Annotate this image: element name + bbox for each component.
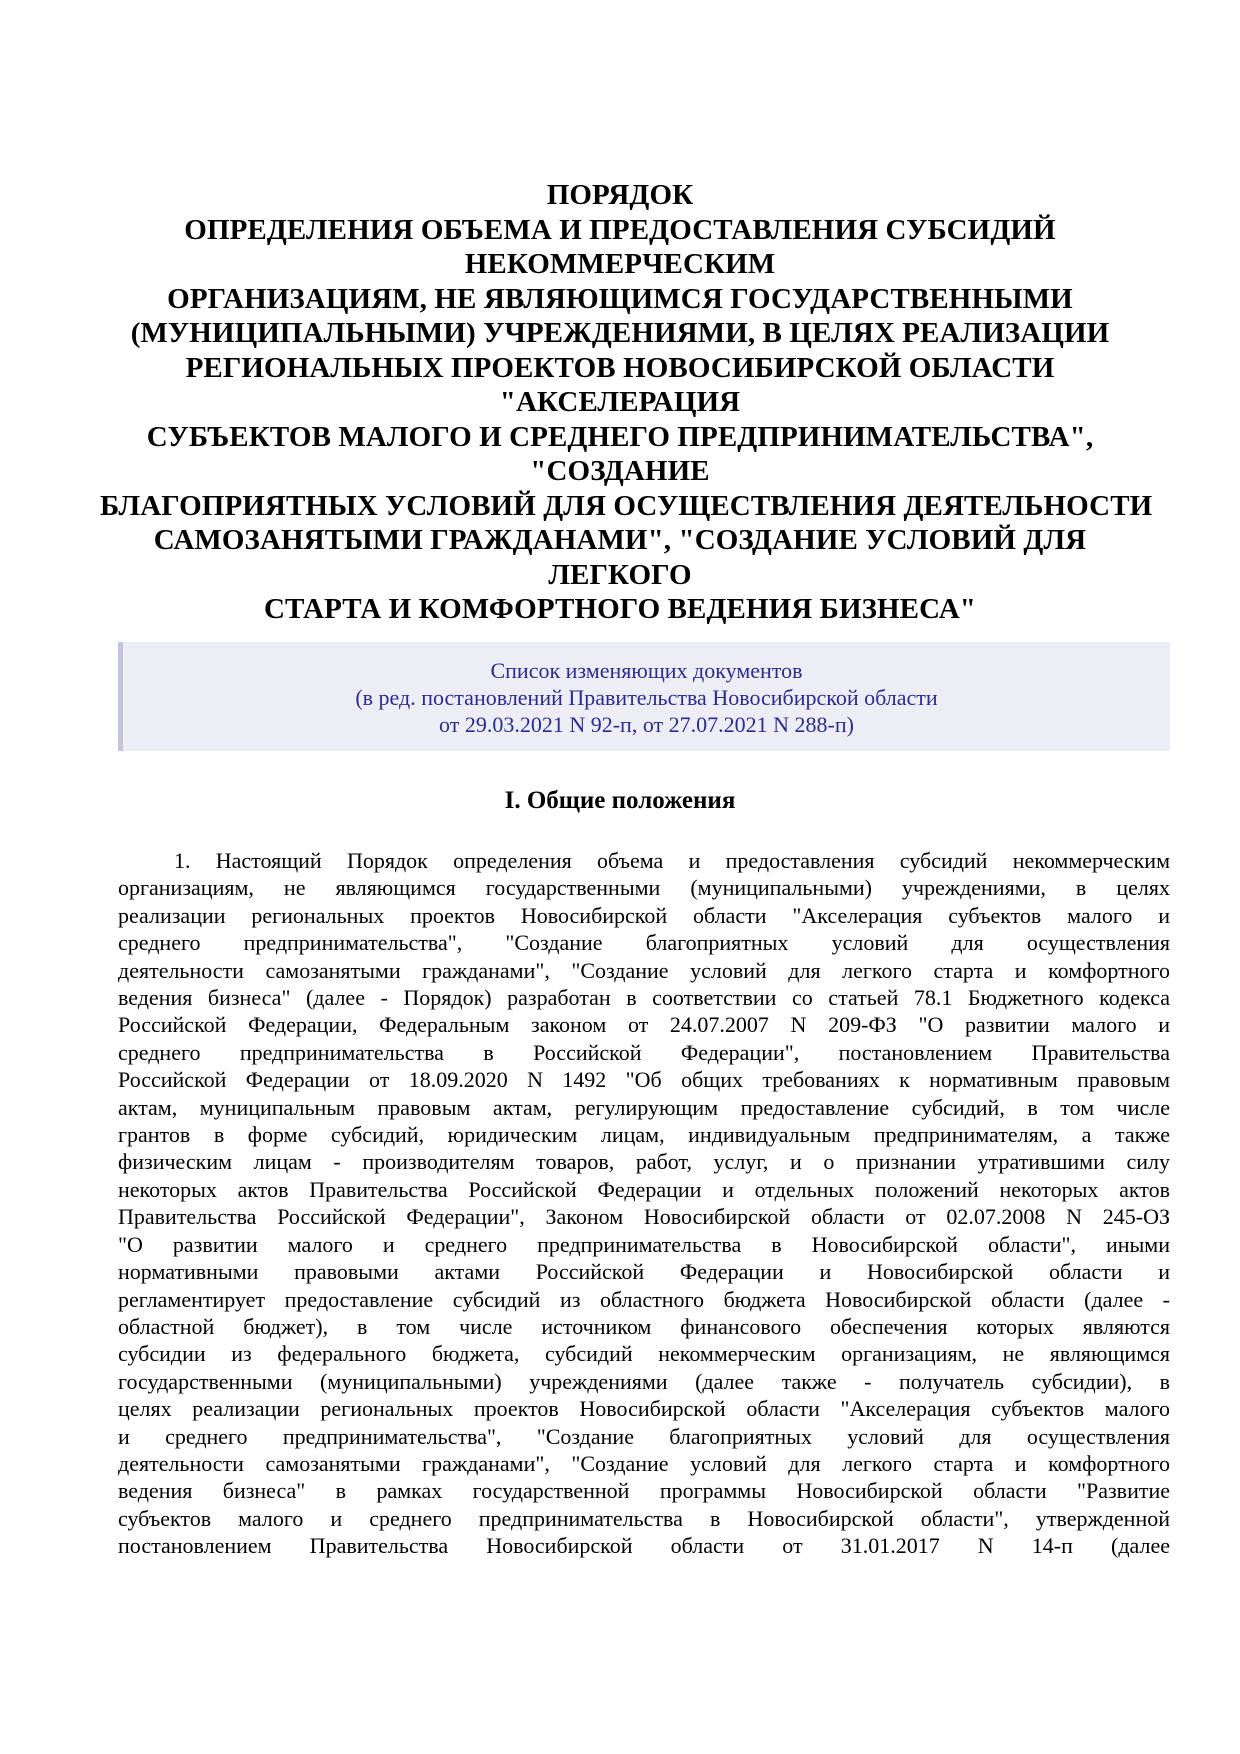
paragraph-line: постановлением Правительства Новосибирской области от 31.01.2017 N 14-п (далее <box>118 1533 1170 1559</box>
paragraph-line: и среднего предпринимательства", "Создание благоприятных условий для осуществления <box>118 1423 1170 1449</box>
document-title <box>100 178 1153 627</box>
paragraph-line: Российской Федерации от 18.09.2020 N 1492 "Об общих требованиях к нормативным правовым <box>118 1067 1170 1093</box>
paragraph-line: среднего предпринимательства в Российской Федерации", постановлением Правительства <box>118 1039 1170 1065</box>
paragraph-line: реализации региональных проектов Новосибирской области "Акселерация субъектов малого и <box>118 902 1170 928</box>
paragraph-line: актам, муниципальным правовым актам, регулирующим предоставление субсидий, в том числе <box>118 1094 1170 1120</box>
amendments-line: (в ред. постановлений Правительства Новосибирской области <box>355 685 938 710</box>
title-line: СУБЪЕКТОВ МАЛОГО И СРЕДНЕГО ПРЕДПРИНИМАТЕЛЬСТВА", <box>146 420 1094 453</box>
amendments-text <box>123 657 1170 738</box>
title-line: СТАРТА И КОМФОРТНОГО ВЕДЕНИЯ БИЗНЕСА" <box>264 593 976 625</box>
title-line: ПОРЯДОК <box>546 179 694 211</box>
title-line: ОПРЕДЕЛЕНИЯ ОБЪЕМА И ПРЕДОСТАВЛЕНИЯ СУБСИДИЙ <box>184 213 1056 246</box>
paragraph-line: среднего предпринимательства", "Создание благоприятных условий для осуществления <box>118 930 1170 956</box>
paragraph-line: деятельности самозанятыми гражданами", "Создание условий для легкого старта и комфортного <box>118 1450 1170 1476</box>
paragraph-line: Российской Федерации, Федеральным законом от 24.07.2007 N 209-ФЗ "О развитии малого и <box>118 1012 1170 1038</box>
title-line: "СОЗДАНИЕ <box>530 455 710 487</box>
paragraph-line: 1. Настоящий Порядок определения объема и предоставления субсидий некоммерческим <box>174 848 1170 873</box>
paragraph-line: регламентирует предоставление субсидий из областного бюджета Новосибирской области (далее - <box>118 1286 1170 1312</box>
paragraph-line: областной бюджет), в том числе источником финансового обеспечения которых являются <box>118 1313 1170 1339</box>
section-heading: I. Общие положения <box>504 787 736 814</box>
paragraph-line: целях реализации региональных проектов Новосибирской области "Акселерация субъектов малого <box>118 1396 1170 1422</box>
paragraph-line: деятельности самозанятыми гражданами", "Создание условий для легкого старта и комфортного <box>118 957 1170 983</box>
paragraph-line: нормативными правовыми актами Российской Федерации и Новосибирской области и <box>118 1259 1170 1285</box>
paragraph-line: государственными (муниципальными) учреждениями (далее также - получатель субсидии), в <box>118 1368 1170 1394</box>
title-line: ЛЕГКОГО <box>548 558 692 591</box>
title-line: ОРГАНИЗАЦИЯМ, НЕ ЯВЛЯЮЩИМСЯ ГОСУДАРСТВЕННЫМИ <box>167 282 1073 315</box>
title-line: САМОЗАНЯТЫМИ ГРАЖДАНАМИ", "СОЗДАНИЕ УСЛОВИЙ ДЛЯ <box>153 524 1087 556</box>
paragraph-line: некоторых актов Правительства Российской Федерации и отдельных положений некоторых актов <box>118 1176 1170 1202</box>
amendments-heading: Список изменяющих документов <box>490 658 803 683</box>
amendments-box <box>118 642 1170 751</box>
paragraph-line: субъектов малого и среднего предпринимательства в Новосибирской области", утвержденной <box>118 1505 1170 1531</box>
paragraph-line: ведения бизнеса" в рамках государственной программы Новосибирской области "Развитие <box>118 1478 1170 1504</box>
title-line: НЕКОММЕРЧЕСКИМ <box>464 248 776 280</box>
title-line: (МУНИЦИПАЛЬНЫМИ) УЧРЕЖДЕНИЯМИ, В ЦЕЛЯХ РЕАЛИЗАЦИИ <box>130 317 1110 349</box>
paragraph-line: субсидии из федерального бюджета, субсидий некоммерческим организациям, не являющимся <box>118 1341 1170 1367</box>
paragraph-line: физическим лицам - производителям товаров, работ, услуг, и о признании утратившими силу <box>118 1149 1170 1175</box>
title-line: БЛАГОПРИЯТНЫХ УСЛОВИЙ ДЛЯ ОСУЩЕСТВЛЕНИЯ ДЕЯТЕЛЬНОСТИ <box>100 489 1153 522</box>
title-line: РЕГИОНАЛЬНЫХ ПРОЕКТОВ НОВОСИБИРСКОЙ ОБЛАСТИ <box>185 351 1055 384</box>
paragraph-line: организациям, не являющимся государственными (муниципальными) учреждениями, в целях <box>118 875 1170 901</box>
paragraph-line: "О развитии малого и среднего предпринимательства в Новосибирской области", иными <box>118 1231 1170 1257</box>
paragraph-line: ведения бизнеса" (далее - Порядок) разработан в соответствии со статьей 78.1 Бюджетного кодекса <box>118 985 1170 1011</box>
title-line: "АКСЕЛЕРАЦИЯ <box>499 386 741 418</box>
paragraph-line: Правительства Российской Федерации", Законом Новосибирской области от 02.07.2008 N 245-ОЗ <box>118 1204 1170 1230</box>
paragraph-1 <box>118 847 1170 1560</box>
paragraph-line: грантов в форме субсидий, юридическим лицам, индивидуальным предпринимателям, а также <box>118 1122 1170 1148</box>
amendments-line: от 29.03.2021 N 92-п, от 27.07.2021 N 288-п) <box>439 712 854 737</box>
